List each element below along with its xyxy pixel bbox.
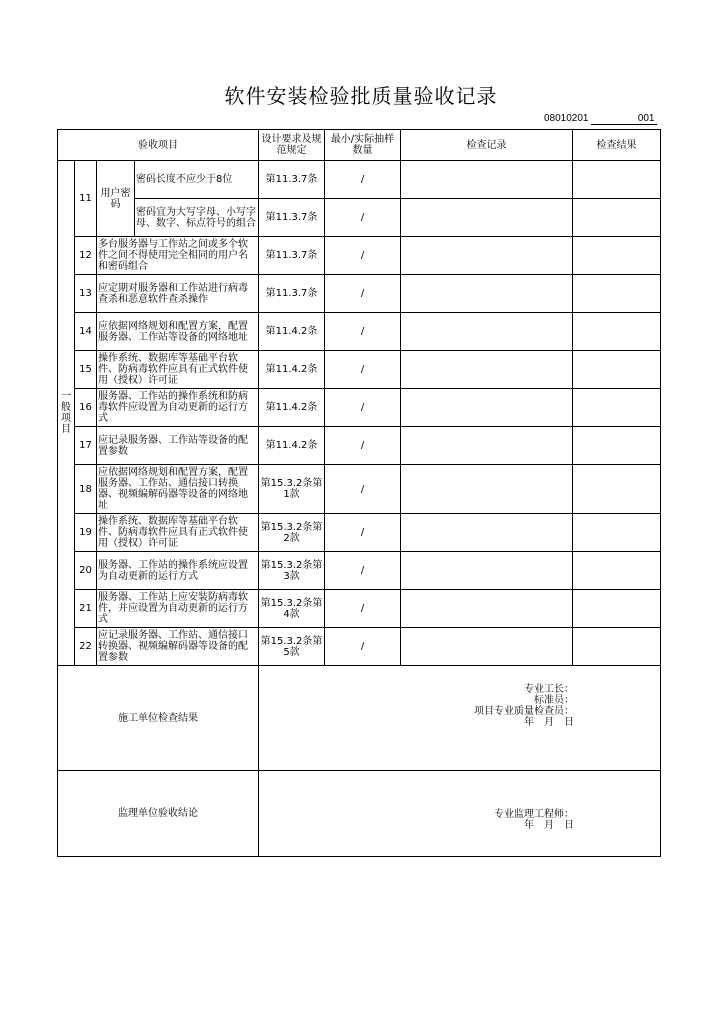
- row-number: 11: [75, 161, 97, 237]
- table-row: [58, 161, 661, 199]
- row-result-cell[interactable]: [573, 514, 661, 552]
- header-spec: 设计要求及规范规定: [259, 130, 325, 161]
- row-number: 20: [75, 552, 97, 590]
- header-result: 检查结果: [573, 130, 661, 161]
- row-result-cell[interactable]: [573, 161, 661, 199]
- row-record-cell[interactable]: [401, 628, 573, 666]
- supervision-sign-block[interactable]: [259, 771, 661, 857]
- row-record-cell[interactable]: [401, 514, 573, 552]
- row-spec: 第11.3.7条: [259, 161, 325, 199]
- table-row: [58, 199, 661, 237]
- row-spec: 第11.3.7条: [259, 275, 325, 313]
- inspection-table: [57, 129, 661, 857]
- supervision-row: [58, 771, 661, 857]
- row-record-cell[interactable]: [401, 427, 573, 465]
- row-content: 多台服务器与工作站之间或多个软件之间不得使用完全相同的用户名和密码组合: [97, 237, 259, 275]
- row-result-cell[interactable]: [573, 313, 661, 351]
- construction-label: 施工单位检查结果: [58, 666, 259, 771]
- document-suffix: 001: [591, 113, 657, 125]
- row-sample: /: [325, 590, 401, 628]
- row-content: 密码宜为大写字母、小写字母、数字、标点符号的组合: [135, 199, 259, 237]
- row-record-cell[interactable]: [401, 590, 573, 628]
- header-record: 检查记录: [401, 130, 573, 161]
- row-record-cell[interactable]: [401, 275, 573, 313]
- row-record-cell[interactable]: [401, 465, 573, 514]
- table-row: [58, 427, 661, 465]
- row-content: 服务器、工作站的操作系统应设置为自动更新的运行方式: [97, 552, 259, 590]
- row-result-cell[interactable]: [573, 351, 661, 389]
- row-result-cell[interactable]: [573, 427, 661, 465]
- table-row: [58, 465, 661, 514]
- category-label: 一般项目: [58, 161, 75, 666]
- construction-sign-block[interactable]: [259, 666, 661, 771]
- table-row: [58, 552, 661, 590]
- row-spec: 第15.3.2条第1款: [259, 465, 325, 514]
- row-sample: /: [325, 552, 401, 590]
- row-sample: /: [325, 199, 401, 237]
- row-sample: /: [325, 628, 401, 666]
- row-result-cell[interactable]: [573, 465, 661, 514]
- header-sample: 最小/实际抽样数量: [325, 130, 401, 161]
- row-content: 应定期对服务器和工作站进行病毒查杀和恶意软件查杀操作: [97, 275, 259, 313]
- row-number: 19: [75, 514, 97, 552]
- page-title: 软件安装检验批质量验收记录: [224, 84, 498, 108]
- row-content: 应依据网络规划和配置方案，配置服务器、工作站、通信接口转换器、视频编解码器等设备的网络地址: [97, 465, 259, 514]
- row-result-cell[interactable]: [573, 237, 661, 275]
- supervision-label: 监理单位验收结论: [58, 771, 259, 857]
- row-sample: /: [325, 465, 401, 514]
- supervision-date: 年 月 日: [524, 820, 574, 831]
- construction-row: [58, 666, 661, 771]
- row-spec: 第11.4.2条: [259, 427, 325, 465]
- row-number: 12: [75, 237, 97, 275]
- row-number: 13: [75, 275, 97, 313]
- row-record-cell[interactable]: [401, 313, 573, 351]
- row-sample: /: [325, 313, 401, 351]
- row-spec: 第15.3.2条第4款: [259, 590, 325, 628]
- group-label: 用户密码: [97, 161, 135, 237]
- row-spec: 第11.4.2条: [259, 351, 325, 389]
- document-code: 08010201: [544, 113, 589, 124]
- header-row: [58, 130, 661, 161]
- table-row: [58, 628, 661, 666]
- row-number: 18: [75, 465, 97, 514]
- row-record-cell[interactable]: [401, 389, 573, 427]
- row-record-cell[interactable]: [401, 237, 573, 275]
- row-sample: /: [325, 427, 401, 465]
- row-number: 15: [75, 351, 97, 389]
- table-row: [58, 590, 661, 628]
- row-result-cell[interactable]: [573, 590, 661, 628]
- row-sample: /: [325, 351, 401, 389]
- row-spec: 第15.3.2条第3款: [259, 552, 325, 590]
- row-sample: /: [325, 237, 401, 275]
- row-number: 21: [75, 590, 97, 628]
- table-row: [58, 389, 661, 427]
- row-spec: 第11.4.2条: [259, 313, 325, 351]
- row-result-cell[interactable]: [573, 389, 661, 427]
- row-result-cell[interactable]: [573, 628, 661, 666]
- row-content: 应记录服务器、工作站、通信接口转换器、视频编解码器等设备的配置参数: [97, 628, 259, 666]
- row-content: 密码长度不应少于8位: [135, 161, 259, 199]
- row-content: 服务器、工作站上应安装防病毒软件，并应设置为自动更新的运行方式: [97, 590, 259, 628]
- row-spec: 第15.3.2条第5款: [259, 628, 325, 666]
- table-row: [58, 275, 661, 313]
- engineer-label: 专业监理工程师：: [494, 809, 574, 820]
- inspector-label: 标准员：: [534, 695, 574, 706]
- row-record-cell[interactable]: [401, 552, 573, 590]
- row-spec: 第11.3.7条: [259, 237, 325, 275]
- table-row: [58, 237, 661, 275]
- row-number: 14: [75, 313, 97, 351]
- row-content: 操作系统、数据库等基础平台软件、防病毒软件应具有正式软件使用（授权）许可证: [97, 514, 259, 552]
- row-content: 应依据网络规划和配置方案，配置服务器、工作站等设备的网络地址: [97, 313, 259, 351]
- row-record-cell[interactable]: [401, 161, 573, 199]
- row-number: 16: [75, 389, 97, 427]
- row-record-cell[interactable]: [401, 199, 573, 237]
- row-sample: /: [325, 514, 401, 552]
- row-number: 22: [75, 628, 97, 666]
- row-spec: 第11.4.2条: [259, 389, 325, 427]
- table-row: [58, 313, 661, 351]
- construction-date: 年 月 日: [524, 717, 574, 728]
- foreman-label: 专业工长：: [524, 684, 574, 695]
- row-sample: /: [325, 275, 401, 313]
- row-result-cell[interactable]: [573, 552, 661, 590]
- row-content: 服务器、工作站的操作系统和防病毒软件应设置为自动更新的运行方式: [97, 389, 259, 427]
- table-row: [58, 351, 661, 389]
- qc-label: 项目专业质量检查员：: [474, 706, 574, 717]
- row-spec: 第11.3.7条: [259, 199, 325, 237]
- document-number: [544, 113, 657, 125]
- row-result-cell[interactable]: [573, 199, 661, 237]
- row-record-cell[interactable]: [401, 351, 573, 389]
- header-item: 验收项目: [58, 130, 259, 161]
- row-content: 操作系统、数据库等基础平台软件、防病毒软件应具有正式软件使用（授权）许可证: [97, 351, 259, 389]
- row-sample: /: [325, 389, 401, 427]
- row-sample: /: [325, 161, 401, 199]
- row-spec: 第15.3.2条第2款: [259, 514, 325, 552]
- row-content: 应记录服务器、工作站等设备的配置参数: [97, 427, 259, 465]
- row-number: 17: [75, 427, 97, 465]
- table-row: [58, 514, 661, 552]
- row-result-cell[interactable]: [573, 275, 661, 313]
